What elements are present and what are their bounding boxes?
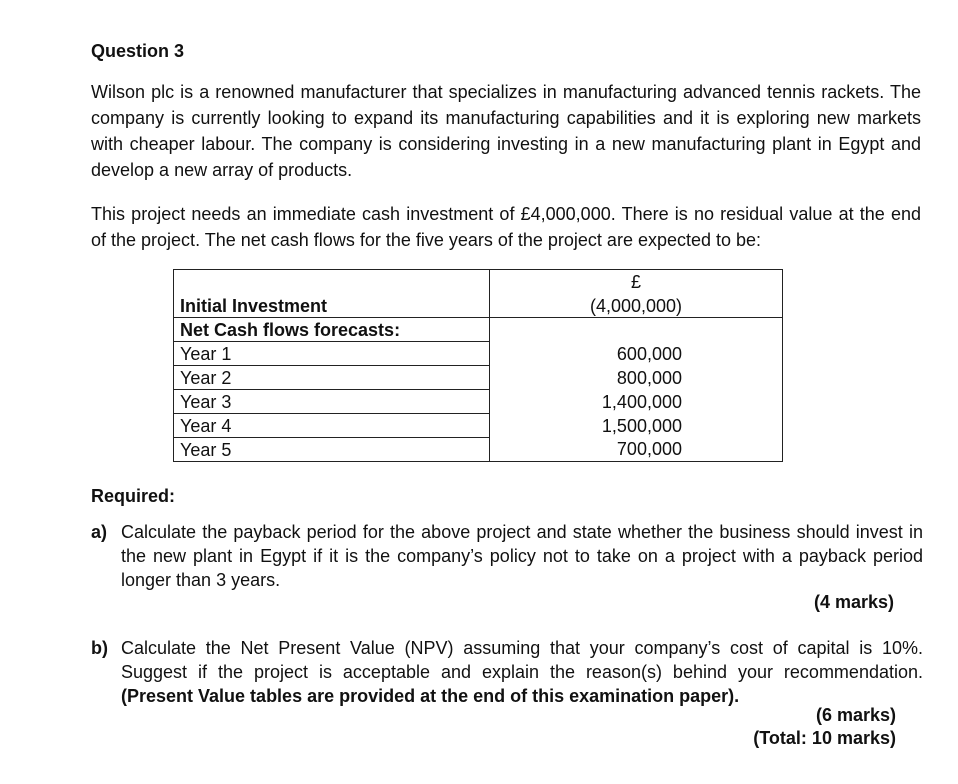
- currency-header: £: [490, 270, 783, 295]
- forecast-blank: [490, 318, 783, 342]
- year-value: 800,000: [490, 366, 783, 390]
- project-paragraph: This project needs an immediate cash investment of £4,000,000. There is no residual value at the end of the project. The net cash flows for the five years of the project are expected to be:: [91, 204, 921, 250]
- part-a-letter: a): [91, 522, 108, 542]
- question-title: Question 3: [91, 41, 185, 61]
- year-value: 600,000: [490, 342, 783, 366]
- year-value: 700,000: [490, 438, 783, 462]
- intro-paragraph: Wilson plc is a renowned manufacturer that specializes in manufacturing advanced tennis rackets. The company is currently looking to expand its manufacturing capabilities and it is exploring new markets with cheaper labour. The company is considering investing in a new manufacturing plant in Egypt and develop a new array of products.: [91, 82, 921, 180]
- part-a-text: Calculate the payback period for the above project and state whether the business should invest in the new plant in Egypt if it is the company’s policy not to take on a project with a payback period longer than 3 years.: [121, 522, 923, 590]
- initial-investment-value: (4,000,000): [490, 294, 783, 318]
- part-b-letter: b): [91, 638, 108, 658]
- part-a-marks: (4 marks): [813, 592, 894, 612]
- table-row: [174, 414, 783, 438]
- year-label: Year 3: [174, 390, 490, 414]
- year-value: 1,500,000: [490, 414, 783, 438]
- table-row-forecast-heading: [174, 318, 783, 342]
- cash-flow-table: [173, 269, 783, 462]
- table-row: [174, 342, 783, 366]
- initial-investment-label: Initial Investment: [174, 294, 490, 318]
- year-label: Year 5: [174, 438, 490, 462]
- part-b: [91, 636, 923, 708]
- part-b-marks: (6 marks): [815, 705, 896, 725]
- table-row-initial-investment: [174, 294, 783, 318]
- table-header-row: [174, 270, 783, 295]
- year-label: Year 4: [174, 414, 490, 438]
- year-label: Year 2: [174, 366, 490, 390]
- table-row: [174, 390, 783, 414]
- table-header-blank: [174, 270, 490, 295]
- table-row: [174, 438, 783, 462]
- total-marks: (Total: 10 marks): [753, 728, 896, 748]
- table-row: [174, 366, 783, 390]
- year-label: Year 1: [174, 342, 490, 366]
- required-heading: Required:: [91, 486, 176, 506]
- year-value: 1,400,000: [490, 390, 783, 414]
- forecast-label: Net Cash flows forecasts:: [174, 318, 490, 342]
- part-b-body: [121, 636, 923, 708]
- part-a: [91, 520, 923, 592]
- part-b-text: Calculate the Net Present Value (NPV) assuming that your company’s cost of capital is 10%. Suggest if the project is acceptable and explain the reason(s) behind your recommendation.: [121, 638, 923, 682]
- part-b-note: (Present Value tables are provided at the end of this examination paper).: [121, 686, 740, 706]
